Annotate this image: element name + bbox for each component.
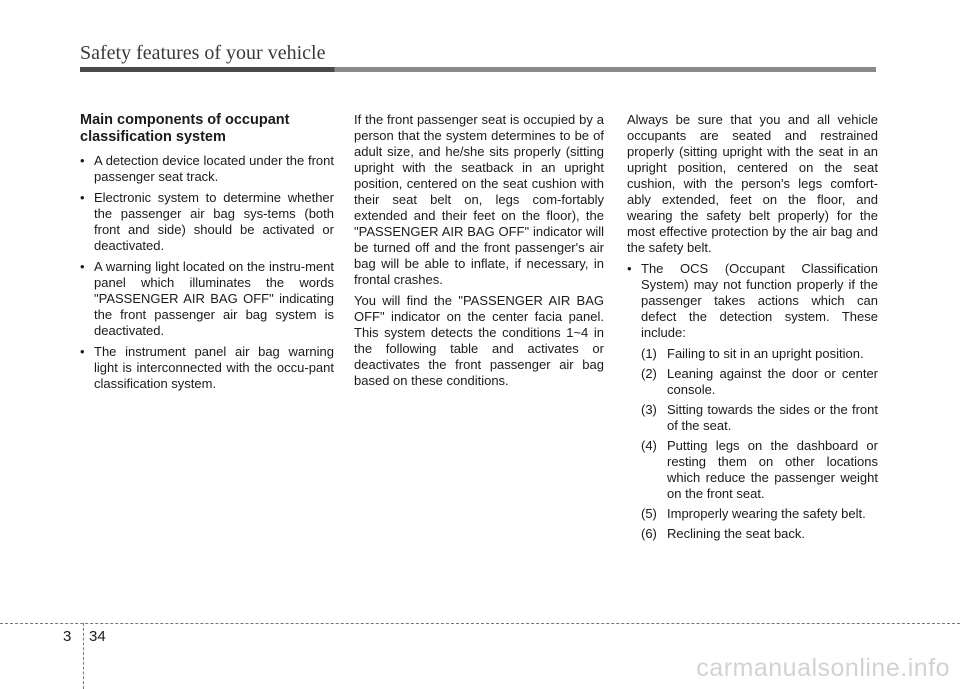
column-seating-guidance	[627, 112, 878, 546]
column-indicator-info	[354, 112, 604, 394]
condition-item: (6) Reclining the seat back.	[641, 526, 806, 541]
condition-item: (4) Putting legs on the dashboard or resting them on other locations which reduce the passenger weight on the front seat.	[641, 438, 878, 501]
bullet-icon: •	[80, 259, 85, 274]
list-item: • Electronic system to determine whether the passenger air bag sys-tems (both front and side) should be activated or deactivated.	[80, 190, 334, 253]
components-list	[80, 153, 334, 392]
footer-rule	[0, 623, 960, 624]
condition-item: (2) Leaning against the door or center console.	[641, 366, 878, 397]
paragraph: Always be sure that you and all vehicle occupants are seated and restrained properly (sitting upright with the seat in an upright position, centered on the seat cushion, with the person's legs comfort-ably extended, feet on the floor, and wearing the safety belt properly) for the most effective protection by the air bag and the safety belt.	[627, 112, 878, 255]
bullet-icon: •	[80, 344, 85, 359]
watermark: carmanualsonline.info	[696, 654, 950, 682]
list-item: • A warning light located on the instru-ment panel which illuminates the words "PASSENGER AIR BAG OFF" indicating the front passenger air bag system is deactivated.	[80, 259, 334, 338]
footer-divider	[83, 623, 84, 689]
condition-item: (3) Sitting towards the sides or the front of the seat.	[641, 402, 878, 433]
chapter-number: 3	[63, 628, 72, 645]
list-item: • A detection device located under the front passenger seat track.	[80, 153, 334, 184]
list-item: • The instrument panel air bag warning light is interconnected with the occu-pant classification system.	[80, 344, 334, 391]
bullet-icon: •	[627, 261, 632, 276]
paragraph: You will find the "PASSENGER AIR BAG OFF" indicator on the center facia panel. This system detects the conditions 1~4 in the following table and activates or deactivates the front passenger air bag based on these conditions.	[354, 293, 604, 388]
page-number: 34	[89, 628, 106, 645]
section-heading: Main components of occupant classification system	[80, 112, 290, 145]
ocs-warning-list	[627, 261, 878, 341]
column-components	[80, 112, 334, 397]
paragraph: If the front passenger seat is occupied by a person that the system determines to be of adult size, and he/she sits properly (sitting upright with the seatback in an upright position, centered on the seat cushion with their seat belt on, legs com-fortably extended and their feet on the floor), the "PASSENGER AIR BAG OFF" indicator will be turned off and the front passenger's air bag will be able to inflate, if necessary, in frontal crashes.	[354, 112, 604, 287]
header-rule	[80, 67, 876, 72]
condition-item: (5) Improperly wearing the safety belt.	[641, 506, 866, 521]
list-item: • The OCS (Occupant Classification System) may not function properly if the passenger takes actions which can defect the detection system. These include:	[627, 261, 878, 340]
page-header-title: Safety features of your vehicle	[80, 42, 326, 64]
bullet-icon: •	[80, 190, 85, 205]
bullet-icon: •	[80, 153, 85, 168]
conditions-list	[627, 346, 878, 542]
condition-item: (1) Failing to sit in an upright position.	[641, 346, 864, 361]
